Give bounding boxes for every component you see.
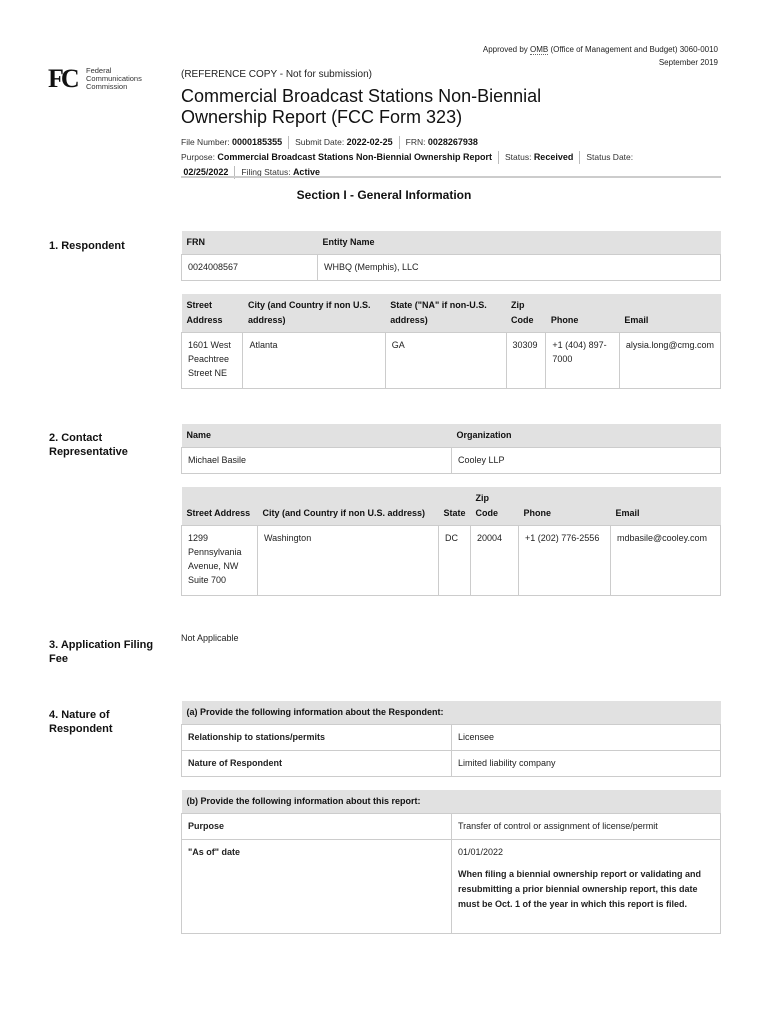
contact-street-header: Street Address xyxy=(182,487,258,526)
omb-abbreviation: OMB xyxy=(530,45,549,54)
omb-line-1: Approved by OMB (Office of Management and Budget) 3060-0010 xyxy=(482,45,718,54)
respondent-zip: 30309 xyxy=(506,333,546,389)
contact-email-header: Email xyxy=(611,487,721,526)
nature-a-header: (a) Provide the following information about the Respondent: xyxy=(182,701,721,725)
status-value: Received xyxy=(533,152,574,162)
as-of-date-cell xyxy=(452,840,721,934)
relationship-value: Licensee xyxy=(452,725,721,751)
as-of-date-value: 01/01/2022 xyxy=(458,847,504,857)
contact-label: 2. Contact Representative xyxy=(49,432,128,458)
respondent-frn: 0024008567 xyxy=(182,255,318,281)
contact-name: Michael Basile xyxy=(182,448,452,474)
fcc-logo-text: Federal Communications Commission xyxy=(86,66,142,91)
contact-address-table xyxy=(181,487,721,596)
reference-copy-note: (REFERENCE COPY - Not for submission) xyxy=(181,69,372,80)
frn-value: 0028267938 xyxy=(427,137,478,147)
contact-city-header: City (and Country if non U.S. address) xyxy=(258,487,439,526)
header-divider xyxy=(181,176,721,178)
filing-fee-label: 3. Application Filing Fee xyxy=(49,639,154,665)
contact-name-header: Name xyxy=(182,424,452,448)
report-header xyxy=(181,69,721,180)
state-header: State ("NA" if non-U.S. address) xyxy=(385,294,506,333)
contact-state: DC xyxy=(439,526,471,596)
omb-approval xyxy=(483,43,718,69)
nature-a-table xyxy=(181,701,721,777)
nature-label: 4. Nature of Respondent xyxy=(49,709,113,735)
fcc-logo xyxy=(48,66,158,94)
status-date-value: 02/25/2022 xyxy=(183,167,229,177)
section-title: Section I - General Information xyxy=(296,188,472,202)
filing-meta-row-3: 02/25/2022 Filing Status: Active xyxy=(181,165,721,180)
filing-status-value: Active xyxy=(292,167,320,177)
nature-b-header: (b) Provide the following information about this report: xyxy=(182,790,721,814)
contact-phone-header: Phone xyxy=(519,487,611,526)
report-purpose-value: Transfer of control or assignment of license/permit xyxy=(452,814,721,840)
contact-state-header: State xyxy=(439,487,471,526)
email-header: Email xyxy=(619,294,720,333)
as-of-date-note: When filing a biennial ownership report or validating and resubmitting a prior biennial ownership report, this date must be Oct. 1 of the year in which this report is filed. xyxy=(458,869,702,909)
filing-meta-row-2: Purpose: Commercial Broadcast Stations Non-Biennial Ownership Report Status: Received Status Date: xyxy=(181,150,721,165)
respondent-address-table xyxy=(181,294,721,389)
filing-meta-row-1: File Number: 0000185355 Submit Date: 2022-02-25 FRN: 0028267938 xyxy=(181,135,721,150)
filing-meta xyxy=(181,135,721,180)
contact-name-table xyxy=(181,424,721,474)
purpose-value: Commercial Broadcast Stations Non-Biennial Ownership Report xyxy=(217,152,492,162)
city-header: City (and Country if non U.S. address) xyxy=(243,294,385,333)
respondent-frn-table xyxy=(181,231,721,281)
contact-street: 1299 Pennsylvania Avenue, NW Suite 700 xyxy=(182,526,258,596)
nature-b-table xyxy=(181,790,721,934)
respondent-label: 1. Respondent xyxy=(49,240,125,252)
page-title: Commercial Broadcast Stations Non-Biennial Ownership Report (FCC Form 323) xyxy=(181,86,542,127)
contact-phone: +1 (202) 776-2556 xyxy=(519,526,611,596)
respondent-entity-name: WHBQ (Memphis), LLC xyxy=(318,255,721,281)
relationship-label: Relationship to stations/permits xyxy=(182,725,452,751)
as-of-date-label: "As of" date xyxy=(182,840,452,934)
report-purpose-label: Purpose xyxy=(182,814,452,840)
submit-date: 2022-02-25 xyxy=(346,137,393,147)
contact-organization: Cooley LLP xyxy=(452,448,721,474)
filing-fee-value: Not Applicable xyxy=(181,633,239,643)
contact-zip: 20004 xyxy=(471,526,519,596)
nature-of-respondent-value: Limited liability company xyxy=(452,751,721,777)
respondent-phone: +1 (404) 897-7000 xyxy=(546,333,619,389)
respondent-street: 1601 West Peachtree Street NE xyxy=(182,333,243,389)
frn-header: FRN xyxy=(182,231,318,255)
contact-city: Washington xyxy=(258,526,439,596)
contact-email: mdbasile@cooley.com xyxy=(611,526,721,596)
file-number: 0000185355 xyxy=(232,137,283,147)
respondent-state: GA xyxy=(385,333,506,389)
street-address-header: Street Address xyxy=(182,294,243,333)
entity-name-header: Entity Name xyxy=(318,231,721,255)
phone-header: Phone xyxy=(546,294,619,333)
respondent-email: alysia.long@cmg.com xyxy=(619,333,720,389)
contact-zip-header: Zip Code xyxy=(471,487,519,526)
omb-line-2: September 2019 xyxy=(658,58,718,67)
nature-of-respondent-label: Nature of Respondent xyxy=(182,751,452,777)
respondent-city: Atlanta xyxy=(243,333,385,389)
organization-header: Organization xyxy=(452,424,721,448)
zip-header: Zip Code xyxy=(506,294,546,333)
fcc-logo-mark: FC xyxy=(48,64,77,93)
